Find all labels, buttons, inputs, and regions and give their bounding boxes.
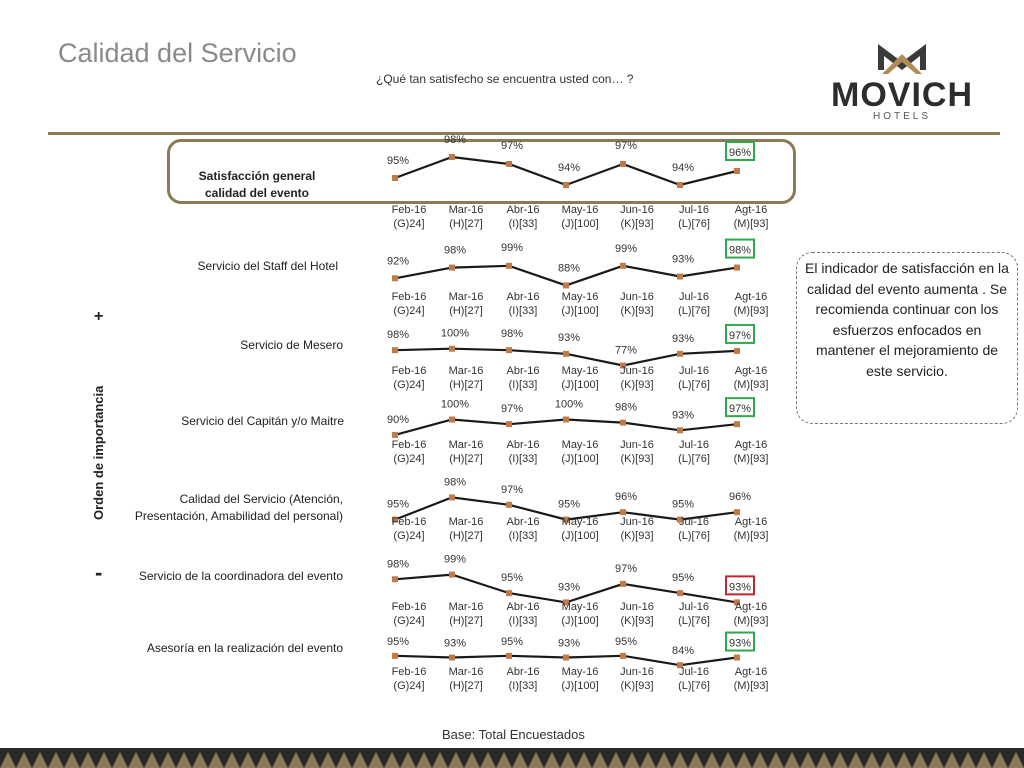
x-tick-label: Agt-16 xyxy=(734,516,768,528)
data-label: 98% xyxy=(443,134,467,146)
x-tick-label: Agt-16 xyxy=(734,439,768,451)
data-point xyxy=(677,182,683,188)
x-tick-label: Agt-16 xyxy=(734,601,768,613)
series-4 xyxy=(387,398,768,465)
x-tick-label: Mar-16 xyxy=(448,291,484,303)
data-point xyxy=(620,263,626,269)
data-label: 100% xyxy=(440,327,470,340)
row-label-capitan: Servicio del Capitán y/o Maitre xyxy=(181,414,344,428)
x-tick-code: (J)[100] xyxy=(561,453,599,465)
x-tick-code: (L)[76] xyxy=(678,680,710,692)
data-point xyxy=(506,502,512,508)
data-label: 98% xyxy=(443,476,467,489)
x-tick-label: Jul-16 xyxy=(679,439,709,451)
x-tick-code: (L)[76] xyxy=(678,453,710,465)
x-tick-label: Jun-16 xyxy=(620,516,654,528)
data-point xyxy=(506,590,512,596)
x-tick-label: Jun-16 xyxy=(620,365,654,377)
base-note: Base: Total Encuestados xyxy=(442,727,585,742)
insight-callout: El indicador de satisfacción en la calidad del evento aumenta . Se recomienda continuar con los esfuerzos enfocados en mantener el mejoramiento de este servicio. xyxy=(796,252,1018,424)
x-tick-label: Jun-16 xyxy=(620,204,654,216)
data-label: 97% xyxy=(500,403,524,416)
data-point xyxy=(563,351,569,357)
data-point xyxy=(677,274,683,280)
data-label: 97% xyxy=(728,403,752,416)
data-point xyxy=(392,432,398,438)
x-tick-code: (I)[33] xyxy=(508,680,538,692)
data-label: 93% xyxy=(443,637,467,650)
data-label: 98% xyxy=(728,244,752,257)
data-point xyxy=(449,265,455,271)
data-point xyxy=(734,168,740,174)
x-tick-label: Jul-16 xyxy=(679,666,709,678)
data-point xyxy=(734,509,740,515)
x-tick-label: Abr-16 xyxy=(506,204,540,216)
data-point xyxy=(392,347,398,353)
x-tick-label: Jul-16 xyxy=(679,601,709,613)
x-tick-code: (J)[100] xyxy=(561,305,599,317)
x-tick-code: (M)[93] xyxy=(733,453,769,465)
x-tick-label: Mar-16 xyxy=(448,516,484,528)
x-tick-code: (M)[93] xyxy=(733,615,769,627)
x-tick-code: (I)[33] xyxy=(508,305,538,317)
data-point xyxy=(506,263,512,269)
brand-name: MOVICH xyxy=(831,76,973,114)
x-tick-label: Feb-16 xyxy=(391,204,427,216)
x-tick-label: Feb-16 xyxy=(391,439,427,451)
data-label: 96% xyxy=(614,491,638,504)
data-label: 95% xyxy=(671,498,695,511)
x-tick-code: (I)[33] xyxy=(508,453,538,465)
x-tick-label: May-16 xyxy=(561,365,599,377)
data-point xyxy=(620,509,626,515)
x-tick-code: (G)24] xyxy=(393,379,425,391)
data-label: 97% xyxy=(500,140,524,152)
x-tick-code: (H)[27] xyxy=(449,305,483,317)
series-1 xyxy=(387,134,768,230)
x-tick-code: (J)[100] xyxy=(561,680,599,692)
x-tick-label: Jul-16 xyxy=(679,204,709,216)
x-tick-label: Abr-16 xyxy=(506,516,540,528)
data-point xyxy=(563,282,569,288)
x-tick-label: Feb-16 xyxy=(391,516,427,528)
data-label: 93% xyxy=(671,332,695,345)
series-2 xyxy=(387,240,768,317)
x-tick-code: (M)[93] xyxy=(733,218,769,230)
x-tick-code: (L)[76] xyxy=(678,615,710,627)
x-tick-code: (M)[93] xyxy=(733,680,769,692)
x-tick-label: May-16 xyxy=(561,666,599,678)
data-label: 100% xyxy=(440,398,470,411)
x-tick-code: (K)[93] xyxy=(620,530,654,542)
data-label: 94% xyxy=(557,162,581,174)
data-point xyxy=(563,655,569,661)
row-label-mesero: Servicio de Mesero xyxy=(240,338,343,352)
data-label: 93% xyxy=(671,253,695,266)
x-tick-code: (I)[33] xyxy=(508,379,538,391)
x-tick-code: (M)[93] xyxy=(733,305,769,317)
x-tick-code: (J)[100] xyxy=(561,530,599,542)
data-label: 95% xyxy=(386,635,410,648)
x-tick-label: Jun-16 xyxy=(620,291,654,303)
data-label: 96% xyxy=(728,147,752,159)
x-tick-label: May-16 xyxy=(561,439,599,451)
x-tick-code: (G)24] xyxy=(393,530,425,542)
data-point xyxy=(506,161,512,167)
x-tick-code: (G)24] xyxy=(393,305,425,317)
x-tick-label: Feb-16 xyxy=(391,291,427,303)
importance-plus: + xyxy=(94,308,104,325)
data-label: 95% xyxy=(671,572,695,585)
page-title: Calidad del Servicio xyxy=(58,38,297,68)
data-point xyxy=(677,590,683,596)
data-point xyxy=(449,417,455,423)
data-label: 93% xyxy=(557,637,581,650)
data-label: 84% xyxy=(671,645,695,658)
x-tick-label: May-16 xyxy=(561,601,599,613)
data-label: 98% xyxy=(614,401,638,414)
x-tick-label: Agt-16 xyxy=(734,204,768,216)
x-tick-code: (M)[93] xyxy=(733,530,769,542)
x-tick-label: Abr-16 xyxy=(506,666,540,678)
data-label: 77% xyxy=(614,344,638,357)
data-point xyxy=(563,182,569,188)
x-tick-label: Abr-16 xyxy=(506,365,540,377)
data-label: 97% xyxy=(614,140,638,152)
x-tick-label: May-16 xyxy=(561,204,599,216)
x-tick-label: Feb-16 xyxy=(391,365,427,377)
x-tick-label: Jun-16 xyxy=(620,666,654,678)
data-label: 94% xyxy=(671,162,695,174)
data-label: 93% xyxy=(671,409,695,422)
data-label: 93% xyxy=(557,581,581,594)
data-point xyxy=(563,417,569,423)
x-tick-code: (H)[27] xyxy=(449,379,483,391)
brand-subtitle: HOTELS xyxy=(872,111,932,122)
row-label-calidad: Calidad del Servicio (Atención, Presentación, Amabilidad del personal) xyxy=(134,492,343,523)
x-tick-label: Agt-16 xyxy=(734,291,768,303)
x-tick-code: (M)[93] xyxy=(733,379,769,391)
survey-question: ¿Qué tan satisfecho se encuentra usted con… ? xyxy=(376,72,634,86)
series-6 xyxy=(387,554,768,627)
x-tick-code: (K)[93] xyxy=(620,305,654,317)
data-label: 95% xyxy=(500,572,524,585)
x-tick-code: (I)[33] xyxy=(508,218,538,230)
x-tick-label: May-16 xyxy=(561,291,599,303)
data-point xyxy=(734,655,740,661)
x-tick-label: Jul-16 xyxy=(679,365,709,377)
data-point xyxy=(449,572,455,578)
data-point xyxy=(392,576,398,582)
x-tick-code: (G)24] xyxy=(393,680,425,692)
data-point xyxy=(734,421,740,427)
data-point xyxy=(449,494,455,500)
data-label: 97% xyxy=(500,483,524,496)
x-tick-code: (H)[27] xyxy=(449,530,483,542)
data-label: 95% xyxy=(386,498,410,511)
data-point xyxy=(392,653,398,659)
x-tick-label: Jun-16 xyxy=(620,601,654,613)
series-5 xyxy=(387,476,768,542)
data-label: 93% xyxy=(728,637,752,650)
data-label: 95% xyxy=(557,498,581,511)
data-point xyxy=(449,655,455,661)
x-tick-code: (L)[76] xyxy=(678,305,710,317)
data-point xyxy=(620,420,626,426)
x-tick-code: (G)24] xyxy=(393,615,425,627)
data-label: 98% xyxy=(443,244,467,257)
x-tick-code: (K)[93] xyxy=(620,680,654,692)
row-label-coordinadora: Servicio de la coordinadora del evento xyxy=(138,569,343,583)
data-point xyxy=(620,581,626,587)
x-tick-code: (I)[33] xyxy=(508,615,538,627)
data-point xyxy=(449,346,455,352)
data-label: 95% xyxy=(614,635,638,648)
x-tick-label: Feb-16 xyxy=(391,666,427,678)
data-label: 98% xyxy=(386,329,410,342)
x-tick-code: (L)[76] xyxy=(678,218,710,230)
decorative-bottom-band xyxy=(0,748,1024,768)
data-label: 93% xyxy=(557,331,581,344)
x-tick-label: Abr-16 xyxy=(506,291,540,303)
row-label-asesoria: Asesoría en la realización del evento xyxy=(146,641,343,655)
data-label: 95% xyxy=(500,635,524,648)
x-tick-label: May-16 xyxy=(561,516,599,528)
data-point xyxy=(620,653,626,659)
data-label: 88% xyxy=(557,262,581,275)
x-tick-code: (K)[93] xyxy=(620,379,654,391)
data-point xyxy=(677,351,683,357)
data-label: 97% xyxy=(728,329,752,342)
data-label: 100% xyxy=(554,398,584,411)
x-tick-code: (L)[76] xyxy=(678,379,710,391)
x-tick-code: (H)[27] xyxy=(449,615,483,627)
row-label-staff: Servicio del Staff del Hotel xyxy=(197,259,338,273)
x-tick-code: (I)[33] xyxy=(508,530,538,542)
row-label-general: Satisfacción general calidad del evento xyxy=(198,169,316,200)
data-point xyxy=(734,348,740,354)
x-tick-code: (J)[100] xyxy=(561,379,599,391)
x-tick-label: Jul-16 xyxy=(679,291,709,303)
x-tick-label: Jul-16 xyxy=(679,516,709,528)
x-tick-code: (K)[93] xyxy=(620,218,654,230)
data-label: 98% xyxy=(500,328,524,341)
data-point xyxy=(392,175,398,181)
x-tick-label: Abr-16 xyxy=(506,439,540,451)
data-point xyxy=(734,265,740,271)
x-tick-label: Mar-16 xyxy=(448,204,484,216)
x-tick-code: (J)[100] xyxy=(561,218,599,230)
x-tick-code: (G)24] xyxy=(393,453,425,465)
x-tick-label: Abr-16 xyxy=(506,601,540,613)
importance-axis-title: Orden de importancia xyxy=(91,385,106,520)
data-point xyxy=(506,347,512,353)
x-tick-code: (K)[93] xyxy=(620,615,654,627)
data-point xyxy=(677,427,683,433)
data-label: 93% xyxy=(728,581,752,594)
x-tick-code: (H)[27] xyxy=(449,680,483,692)
data-label: 99% xyxy=(500,241,524,254)
data-label: 92% xyxy=(386,255,410,268)
x-tick-label: Agt-16 xyxy=(734,666,768,678)
series-3 xyxy=(387,325,768,391)
x-tick-label: Mar-16 xyxy=(448,365,484,377)
x-tick-label: Agt-16 xyxy=(734,365,768,377)
x-tick-label: Mar-16 xyxy=(448,439,484,451)
x-tick-label: Mar-16 xyxy=(448,601,484,613)
x-tick-code: (J)[100] xyxy=(561,615,599,627)
x-tick-label: Jun-16 xyxy=(620,439,654,451)
x-tick-code: (G)24] xyxy=(393,218,425,230)
data-point xyxy=(620,161,626,167)
data-label: 96% xyxy=(728,491,752,504)
data-point xyxy=(506,653,512,659)
data-label: 99% xyxy=(614,242,638,255)
x-tick-code: (L)[76] xyxy=(678,530,710,542)
data-point xyxy=(392,275,398,281)
x-tick-code: (H)[27] xyxy=(449,218,483,230)
data-label: 97% xyxy=(614,562,638,575)
x-tick-code: (H)[27] xyxy=(449,453,483,465)
x-tick-label: Feb-16 xyxy=(391,601,427,613)
data-label: 95% xyxy=(386,155,410,167)
data-point xyxy=(449,154,455,160)
importance-minus: - xyxy=(95,560,103,585)
data-point xyxy=(506,421,512,427)
data-label: 99% xyxy=(443,553,467,566)
data-label: 90% xyxy=(386,413,410,426)
x-tick-code: (K)[93] xyxy=(620,453,654,465)
x-tick-label: Mar-16 xyxy=(448,666,484,678)
series-7 xyxy=(387,633,768,692)
data-label: 98% xyxy=(386,558,410,571)
